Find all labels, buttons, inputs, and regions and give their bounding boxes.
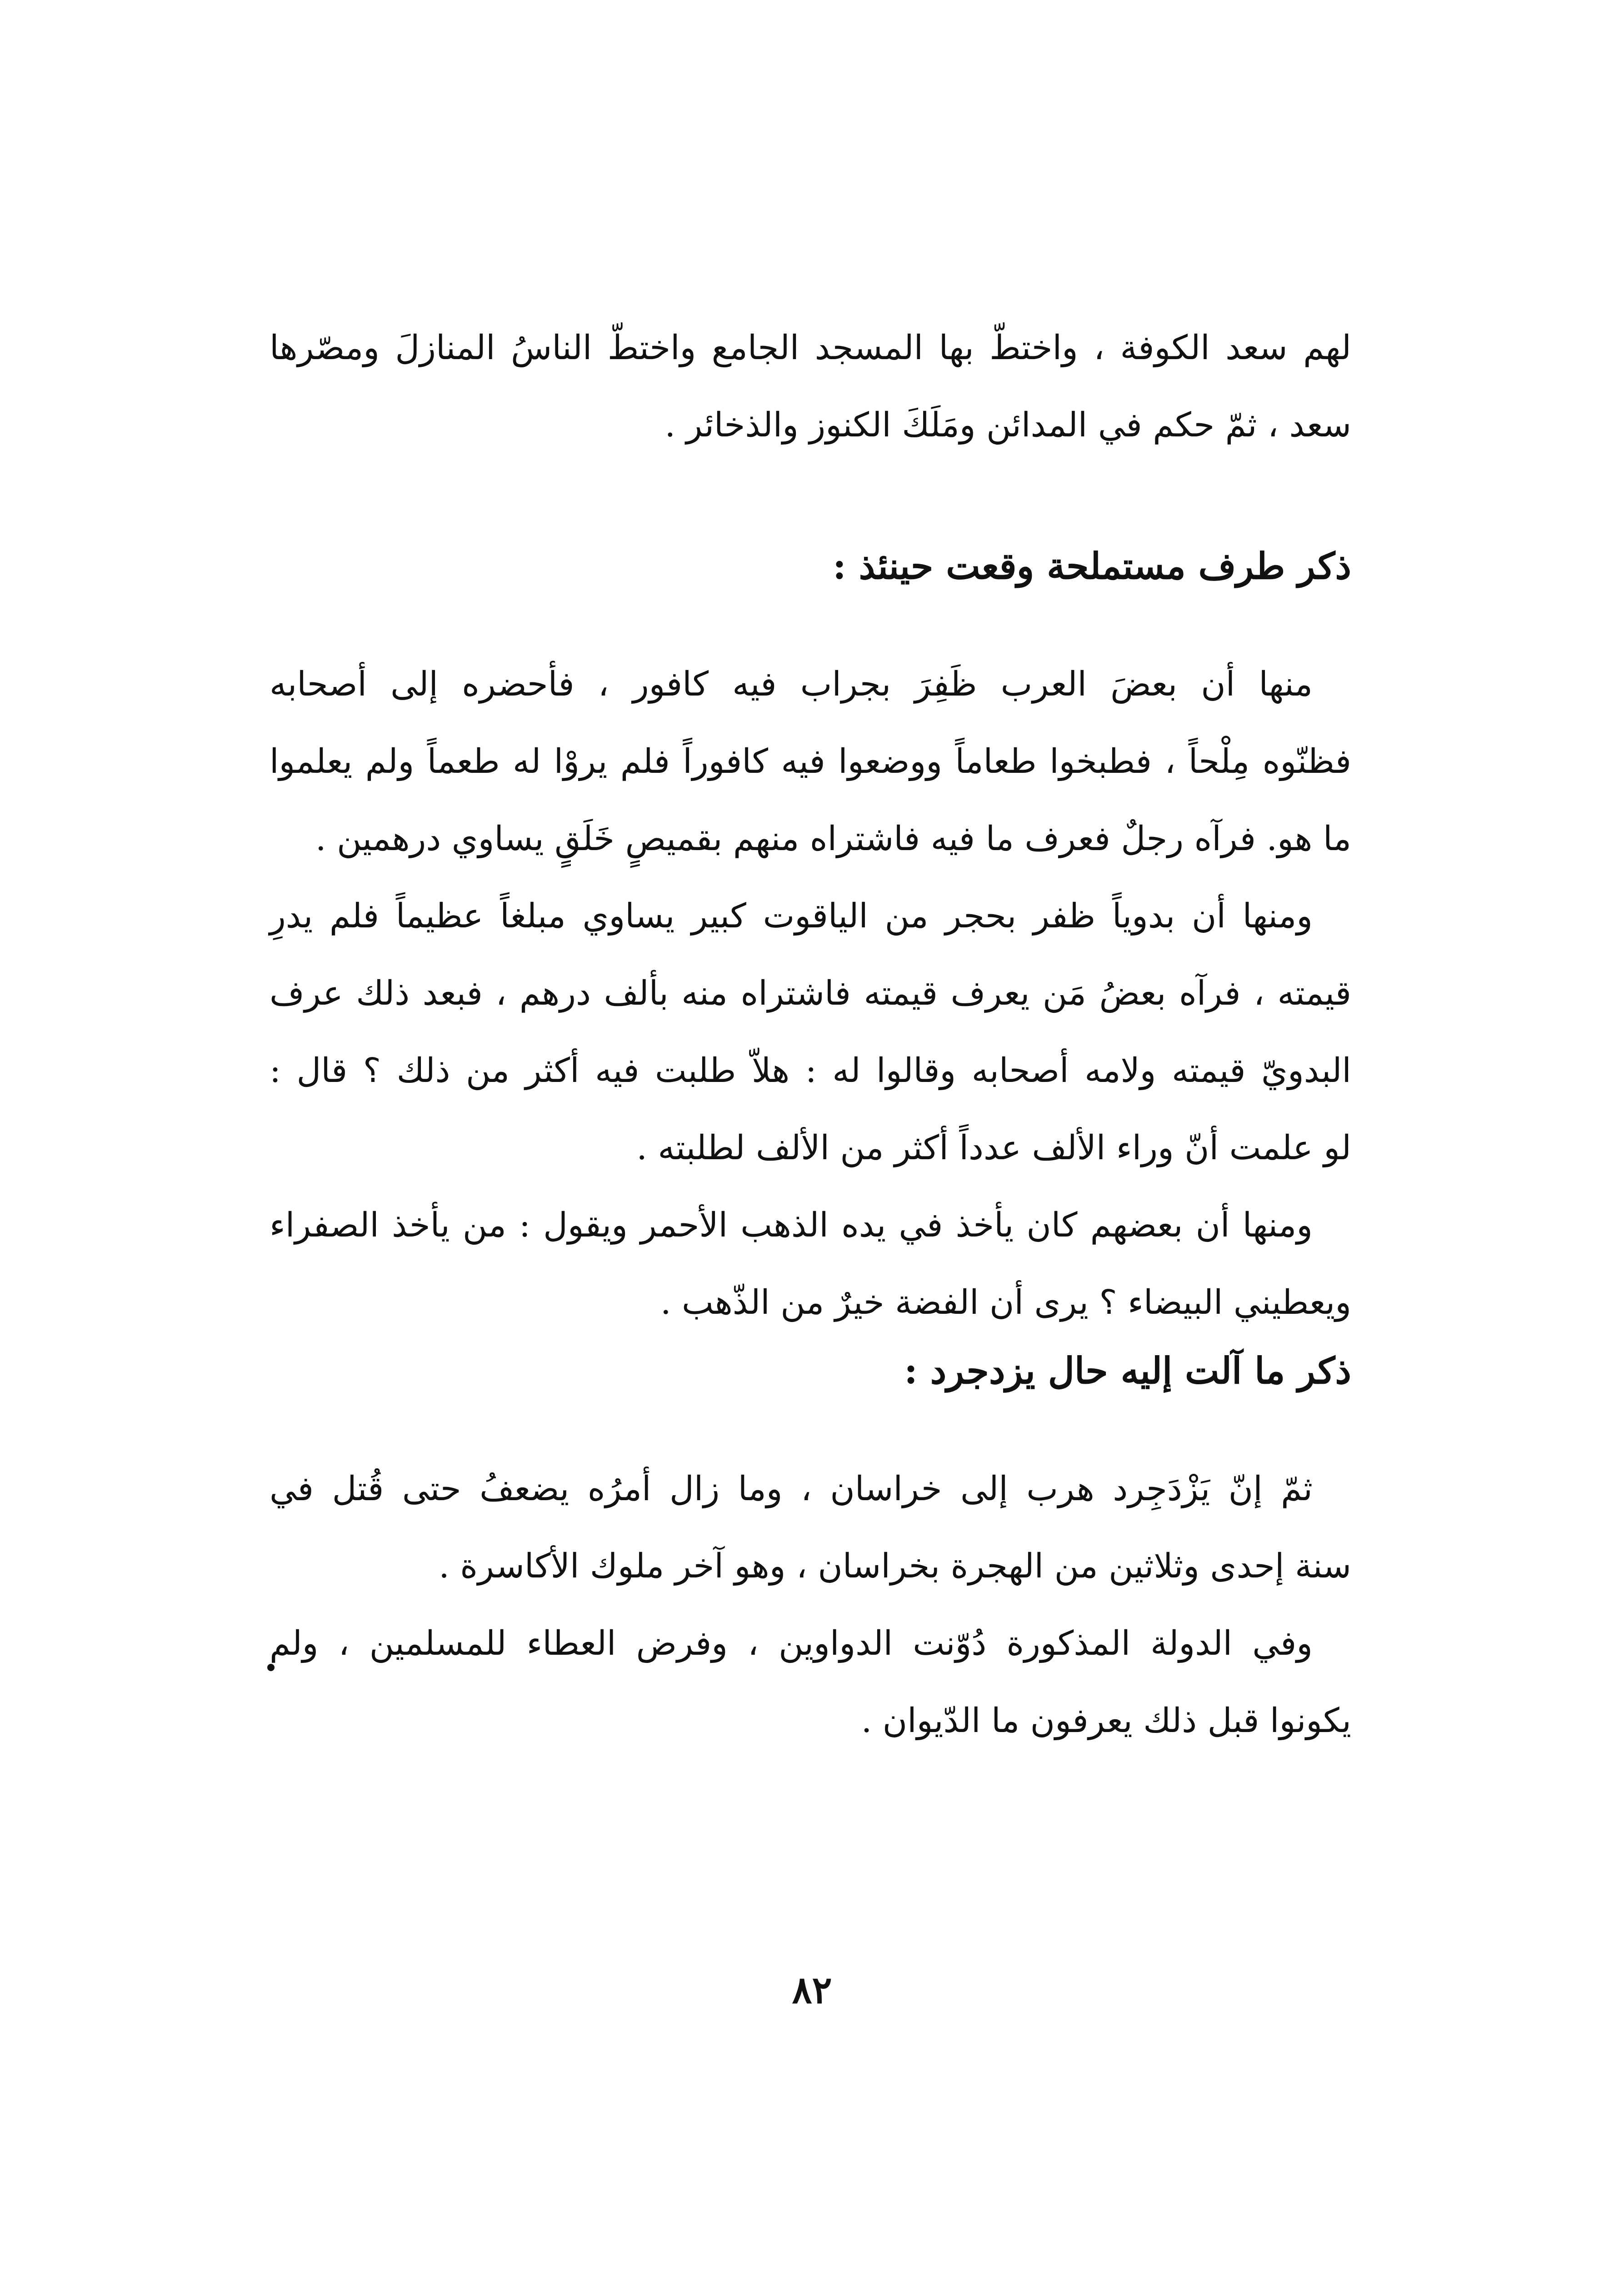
section-heading: ذكر ما آلت إليه حال يزدجرد : [904, 1349, 1351, 1392]
text-line: لو علمت أنّ وراء الألف عدداً أكثر من الألف لطلبته . [636, 1128, 1351, 1167]
page-number: ٨٢ [792, 1968, 832, 2012]
section-1-body [270, 646, 1351, 1341]
text-line: فظنّوه مِلْحاً ، فطبخوا طعاماً ووضعوا فيه كافوراً فلم يروْا له طعماً ولم يعلموا [270, 742, 1351, 781]
text-line: وفي الدولة المذكورة دُوّنت الدواوين ، وفرض العطاء للمسلمين ، ولم [270, 1624, 1313, 1663]
text-line: ما هو. فرآه رجلٌ فعرف ما فيه فاشتراه منهم بقميصٍ خَلَقٍ يساوي درهمين . [315, 819, 1351, 858]
text-line: سعد ، ثمّ حكم في المدائن ومَلَكَ الكنوز والذخائر . [665, 406, 1351, 445]
text-line: ومنها أن بدوياً ظفر بحجر من الياقوت كبير يساوي مبلغاً عظيماً فلم يدرِ [270, 896, 1313, 936]
intro-paragraph [270, 309, 1351, 464]
text-line: قيمته ، فرآه بعضُ مَن يعرف قيمته فاشتراه منه بألف درهم ، فبعد ذلك عرف [270, 974, 1351, 1013]
section-heading: ذكر طرف مستملحة وقعت حينئذ : [833, 545, 1351, 587]
text-line: سنة إحدى وثلاثين من الهجرة بخراسان ، وهو آخر ملوك الأكاسرة . [439, 1547, 1351, 1586]
text-line: منها أن بعضَ العرب ظَفِرَ بجراب فيه كافور ، فأحضره إلى أصحابه [270, 665, 1313, 704]
text-line: البدويّ قيمته ولامه أصحابه وقالوا له : هلاّ طلبت فيه أكثر من ذلك ؟ قال : [270, 1051, 1351, 1090]
text-line: ويعطيني البيضاء ؟ يرى أن الفضة خيرٌ من الذّهب . [660, 1283, 1351, 1322]
text-line: ومنها أن بعضهم كان يأخذ في يده الذهب الأحمر ويقول : من يأخذ الصفراء [270, 1206, 1313, 1245]
section-2-body [270, 1450, 1351, 1759]
text-line: يكونوا قبل ذلك يعرفون ما الدّيوان . [861, 1701, 1351, 1740]
text-line: ثمّ إنّ يَزْدَجِرد هرب إلى خراسان ، وما زال أمرُه يضعفُ حتى قُتل في [270, 1469, 1313, 1508]
ink-dot [267, 1664, 275, 1671]
text-line: لهم سعد الكوفة ، واختطّ بها المسجد الجامع واختطّ الناسُ المنازلَ ومصّرها [270, 328, 1351, 367]
